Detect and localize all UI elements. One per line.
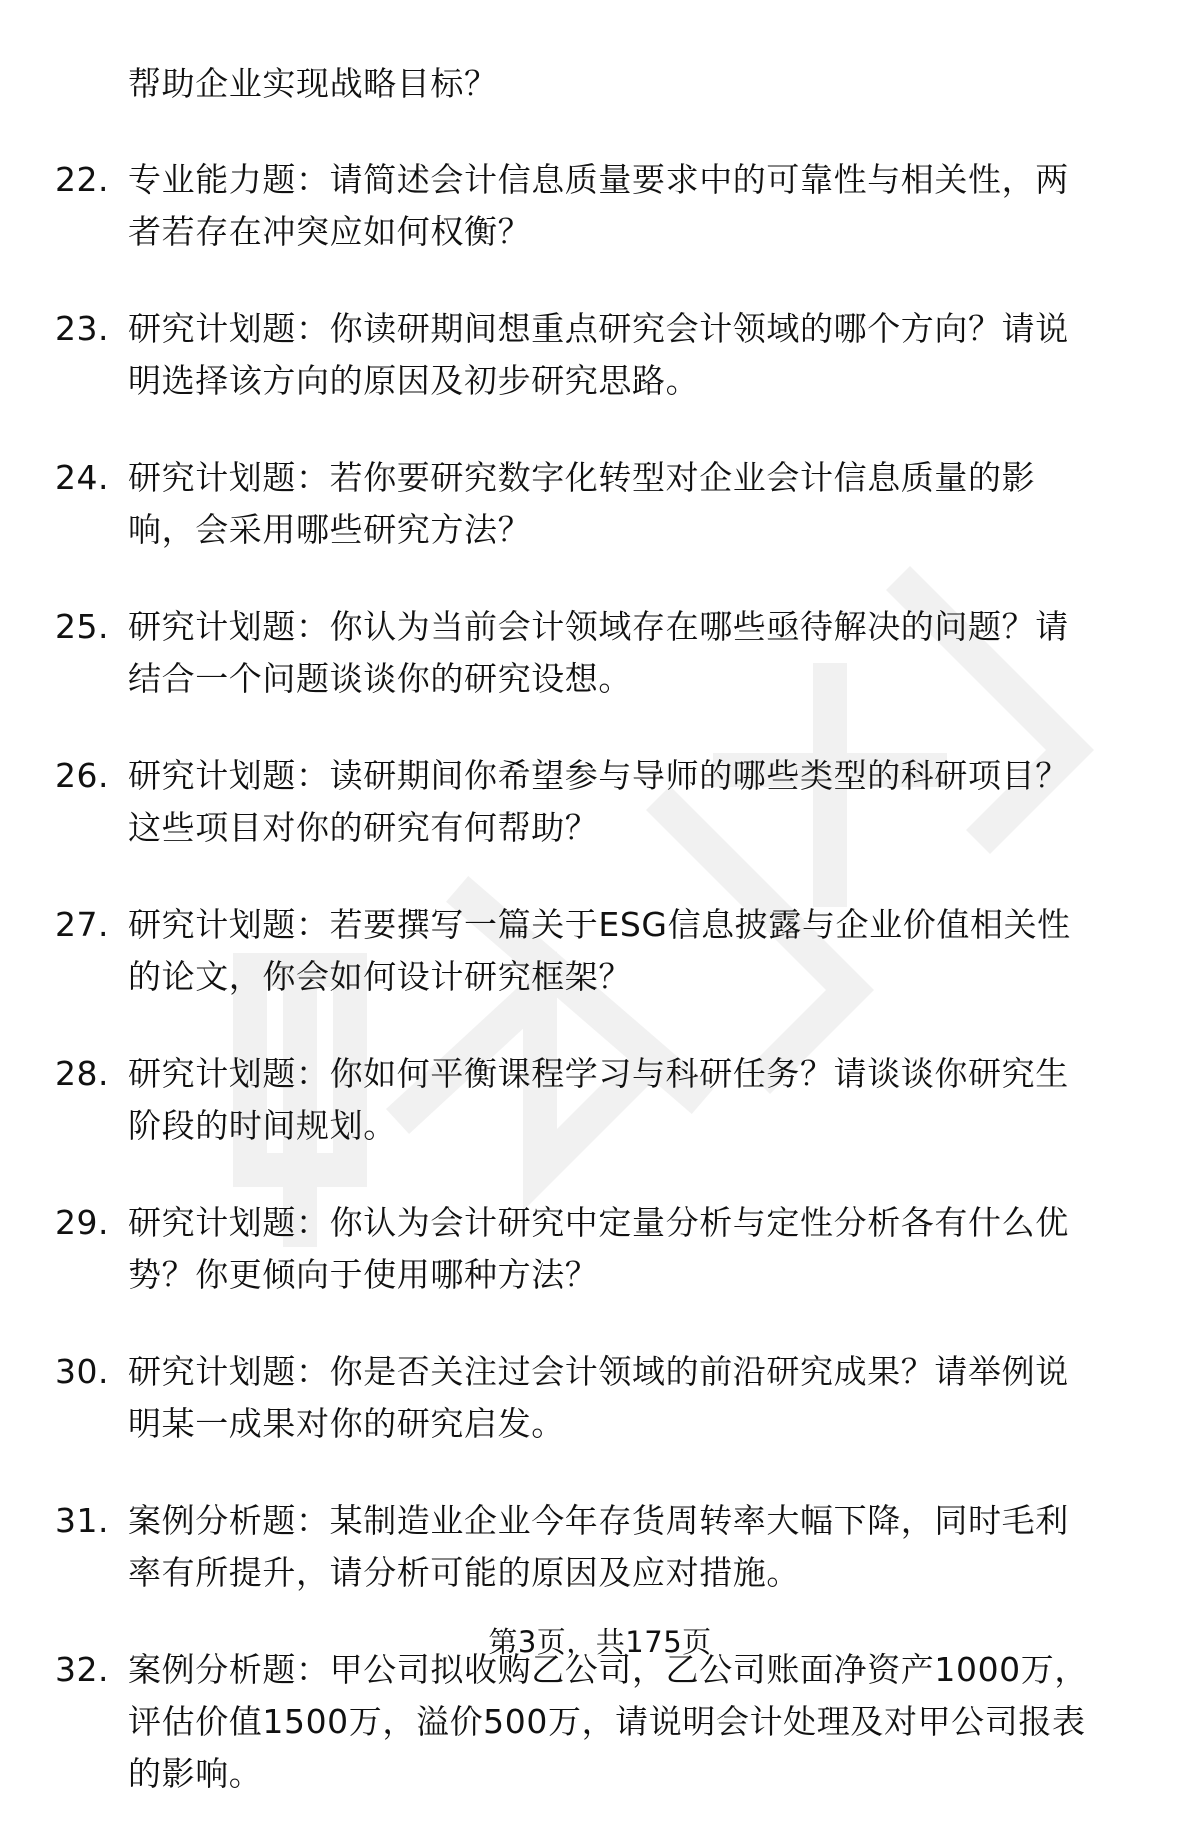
list-item-text: 研究计划题：读研期间你希望参与导师的哪些类型的科研项目？ 这些项目对你的研究有何帮助？: [128, 756, 1069, 847]
list-item-continuation: [0, 58, 1200, 110]
list-item-text: 帮助企业实现战略目标？: [128, 64, 498, 103]
page-number: 第3页，共175页: [488, 1625, 712, 1659]
list-item-text: 研究计划题：若要撰写一篇关于ESG信息披露与企业价值相关性 的论文，你会如何设计研究框架？: [128, 905, 1071, 996]
list-item-text: 专业能力题：请简述会计信息质量要求中的可靠性与相关性，两 者若存在冲突应如何权衡？: [128, 160, 1069, 251]
list-item-number: 23.: [55, 309, 109, 348]
list-item: [0, 899, 1200, 1003]
list-item-text: 研究计划题：若你要研究数字化转型对企业会计信息质量的影 响，会采用哪些研究方法？: [128, 458, 1036, 549]
list-item: [0, 1644, 1200, 1800]
list-item: [0, 1346, 1200, 1450]
list-item-number: 22.: [55, 160, 109, 199]
list-item-number: 31.: [55, 1501, 109, 1540]
list-item: [0, 1048, 1200, 1152]
list-item-number: 32.: [55, 1650, 109, 1689]
list-item-number: 27.: [55, 905, 109, 944]
list-item-text: 研究计划题：你读研期间想重点研究会计领域的哪个方向？请说 明选择该方向的原因及初步研究思路。: [128, 309, 1069, 400]
list-item-number: 26.: [55, 756, 109, 795]
list-item: [0, 303, 1200, 407]
list-item: [0, 601, 1200, 705]
list-item: [0, 1495, 1200, 1599]
list-item-text: 研究计划题：你如何平衡课程学习与科研任务？请谈谈你研究生 阶段的时间规划。: [128, 1054, 1069, 1145]
list-item-number: 28.: [55, 1054, 109, 1093]
list-item-text: 案例分析题：某制造业企业今年存货周转率大幅下降，同时毛利 率有所提升，请分析可能的原因及应对措施。: [128, 1501, 1069, 1592]
list-item: [0, 1197, 1200, 1301]
list-item-number: 25.: [55, 607, 109, 646]
list-item: [0, 452, 1200, 556]
list-item-text: 研究计划题：你是否关注过会计领域的前沿研究成果？请举例说 明某一成果对你的研究启发。: [128, 1352, 1069, 1443]
list-item-text: 研究计划题：你认为会计研究中定量分析与定性分析各有什么优 势？你更倾向于使用哪种方法？: [128, 1203, 1069, 1294]
list-item-number: 29.: [55, 1203, 109, 1242]
list-item: [0, 154, 1200, 258]
list-item-number: 30.: [55, 1352, 109, 1391]
list-item-text: 案例分析题：甲公司拟收购乙公司，乙公司账面净资产1000万， 评估价值1500万，溢价500万，请说明会计处理及对甲公司报表 的影响。: [128, 1650, 1088, 1793]
question-list: [0, 58, 1200, 1845]
list-item-text: 研究计划题：你认为当前会计领域存在哪些亟待解决的问题？请 结合一个问题谈谈你的研究设想。: [128, 607, 1069, 698]
list-item: [0, 750, 1200, 854]
list-item-number: 24.: [55, 458, 109, 497]
